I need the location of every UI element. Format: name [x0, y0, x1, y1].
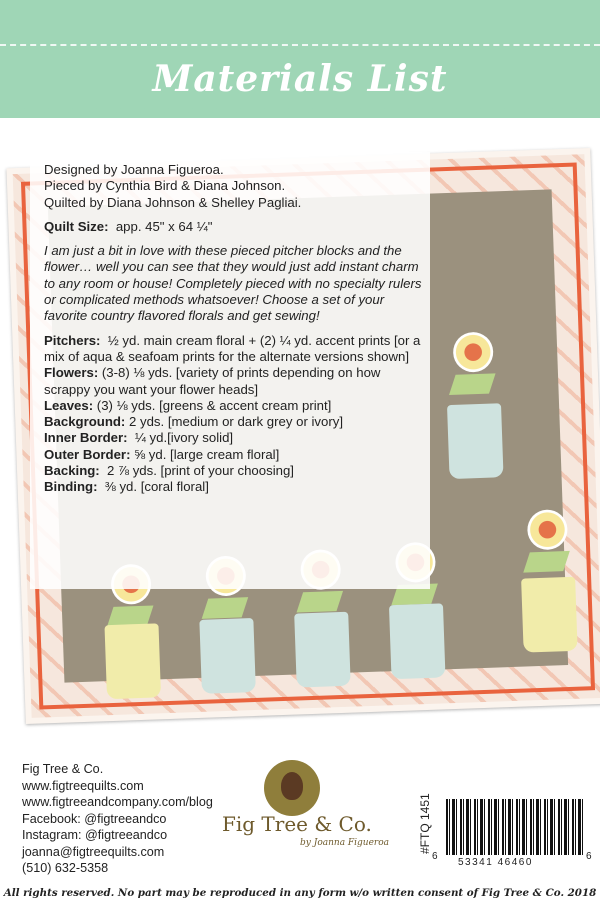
contact-block	[22, 761, 213, 877]
email-link[interactable]: joanna@figtreequilts.com	[22, 844, 165, 859]
instagram-handle: Instagram: @figtreeandco	[22, 828, 168, 842]
material-value: (3-8) ⅛ yds. [variety of prints depending on how scrappy you want your flower heads]	[44, 365, 381, 397]
credit-designed: Designed by Joanna Figueroa.	[44, 162, 224, 177]
product-sku: #FTQ 1451	[418, 793, 432, 854]
page-title: Materials List	[152, 58, 448, 100]
flower-block	[452, 331, 493, 372]
materials-text	[44, 162, 430, 496]
pitcher-block	[447, 403, 504, 479]
leaf-block	[523, 551, 570, 573]
material-label: Background:	[44, 414, 126, 430]
material-label: Inner Border:	[44, 430, 128, 446]
barcode-right-digit: 6	[586, 851, 592, 862]
pitcher-block	[521, 577, 578, 653]
quilt-size	[44, 219, 430, 235]
fig-icon	[281, 772, 303, 800]
material-value: ⅜ yd. [coral floral]	[104, 479, 209, 495]
barcode-left-digit: 6	[432, 851, 438, 862]
material-label: Flowers:	[44, 365, 99, 381]
material-flowers	[44, 365, 430, 398]
material-binding	[44, 479, 430, 495]
material-value: (3) ⅛ yds. [greens & accent cream print]	[96, 397, 332, 413]
logo-name: Fig Tree & Co.	[222, 812, 372, 836]
material-backing	[44, 463, 430, 479]
material-pitchers	[44, 333, 430, 366]
leaf-block	[202, 597, 249, 619]
pitcher-block	[389, 603, 446, 679]
material-label: Pitchers:	[44, 332, 101, 348]
pitcher-block	[199, 618, 256, 694]
logo-tagline: by Joanna Figueroa	[300, 838, 390, 848]
material-leaves	[44, 398, 430, 414]
stitch-line	[0, 44, 600, 46]
flower-block	[527, 509, 568, 550]
description	[44, 243, 430, 324]
phone-number: (510) 632-5358	[22, 861, 109, 875]
material-value: 2 ⅞ yds. [print of your choosing]	[107, 463, 294, 479]
barcode	[446, 799, 584, 855]
material-label: Backing:	[44, 463, 100, 479]
material-value: ⅝ yd. [large cream floral]	[134, 446, 280, 462]
material-value: 2 yds. [medium or dark grey or ivory]	[129, 414, 344, 430]
material-outer-border	[44, 447, 430, 463]
barcode-digits: 53341 46460	[458, 857, 533, 868]
pitcher-block	[104, 623, 161, 699]
credit-pieced: Pieced by Cynthia Bird & Diana Johnson.	[44, 178, 286, 194]
material-label: Binding:	[44, 479, 98, 495]
blog-link[interactable]: www.figtreeandcompany.com/blog	[22, 795, 213, 809]
material-inner-border	[44, 430, 430, 446]
material-label: Outer Border:	[44, 446, 131, 462]
leaf-block	[449, 373, 496, 395]
facebook-handle: Facebook: @figtreeandco	[22, 811, 167, 826]
company-name: Fig Tree & Co.	[22, 762, 104, 776]
material-label: Leaves:	[44, 397, 94, 413]
material-background	[44, 414, 430, 430]
credit-quilted: Quilted by Diana Johnson & Shelley Pagliai.	[44, 194, 302, 210]
quilt-size-label: Quilt Size:	[44, 218, 109, 234]
description-text: I am just a bit in love with these pieced pitcher blocks and the flower… well you can see that they would just add instant charm to any room or house! Completely pieced with no specialty rulers or complicated methods whatsoever! Choose a set of your favorite country flavored florals and get sewing!	[44, 243, 422, 324]
sku-wrap	[418, 793, 434, 856]
leaf-block	[297, 591, 344, 613]
website-link[interactable]: www.figtreequilts.com	[22, 778, 144, 793]
pitcher-block	[294, 612, 351, 688]
quilt-size-value: app. 45" x 64 ¼"	[115, 218, 213, 234]
copyright-notice: All rights reserved. No part may be reproduced in any form w/o written consent of Fig Tree & Co. 2018	[3, 887, 597, 899]
material-value: ½ yd. main cream floral + (2) ¼ yd. accent prints [or a mix of aqua & seafoam prints for the alternate versions shown]	[44, 332, 421, 364]
material-value: ¼ yd.[ivory solid]	[134, 430, 234, 446]
